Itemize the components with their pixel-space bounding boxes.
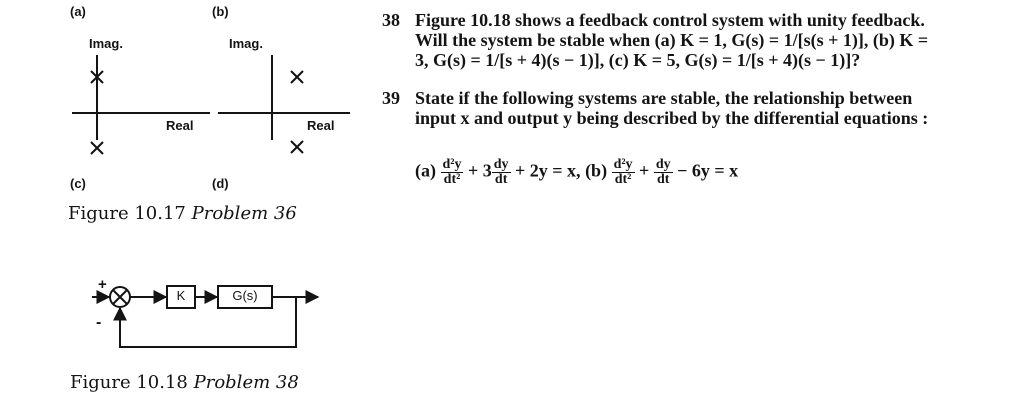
second-derivative-fraction: $\frac{\text{d²y}}{\text{dt²}}$	[613, 157, 633, 187]
problem-text-line: 3, G(s) = 1/[s + 4)(s − 1)], (c) K = 5, G(s) = 1/[s + 4)(s − 1)]?	[415, 50, 861, 70]
eq-b-term: +	[639, 160, 650, 181]
fig17-label-b: (b)	[212, 4, 229, 19]
second-derivative-fraction: $\frac{\text{d²y}}{\text{dt²}}$	[442, 157, 462, 187]
eq-a-rest: + 2y = x,	[515, 160, 581, 181]
eq-a-term: + 3	[467, 160, 492, 181]
first-derivative-fraction: $\frac{dy}{dt}$	[493, 157, 509, 187]
problem-text-line: State if the following systems are stable, the relationship between	[415, 88, 913, 108]
gain-label: K	[176, 288, 186, 303]
problem-number: 38	[382, 10, 400, 30]
problem-text-line: input x and output y being described by the differential equations :	[415, 108, 929, 128]
fig17-label-d: (d)	[212, 176, 229, 191]
caption-figure: Figure 10.18	[70, 372, 188, 393]
first-derivative-fraction: $\frac{dy}{dt}$	[655, 157, 671, 187]
problem-text-line: Figure 10.18 shows a feedback control system with unity feedback.	[415, 10, 925, 30]
right-imag-label: Imag.	[229, 36, 263, 51]
differential-equations	[415, 158, 738, 187]
eq-b-label: (b)	[585, 160, 608, 181]
problem-text-line: Will the system be stable when (a) K = 1, G(s) = 1/[s(s + 1)], (b) K =	[415, 30, 929, 50]
problem-number: 39	[382, 88, 400, 108]
minus-sign: -	[96, 314, 102, 331]
figure-10-18-caption	[70, 372, 299, 393]
left-imag-label: Imag.	[89, 36, 123, 51]
plus-sign: +	[98, 276, 107, 293]
caption-figure: Figure 10.17	[68, 203, 186, 224]
left-real-label: Real	[166, 118, 194, 133]
fig17-label-c: (c)	[70, 176, 86, 191]
caption-problem: Problem 36	[191, 203, 297, 224]
problem-39	[382, 88, 1012, 128]
problem-38	[382, 10, 1012, 70]
right-real-label: Real	[307, 118, 335, 133]
eq-b-rest: − 6y = x	[677, 160, 739, 181]
fig17-label-a: (a)	[70, 4, 86, 19]
caption-problem: Problem 38	[193, 372, 299, 393]
eq-a-label: (a)	[415, 160, 436, 181]
plant-label: G(s)	[232, 288, 258, 303]
feedback-path	[120, 297, 296, 347]
